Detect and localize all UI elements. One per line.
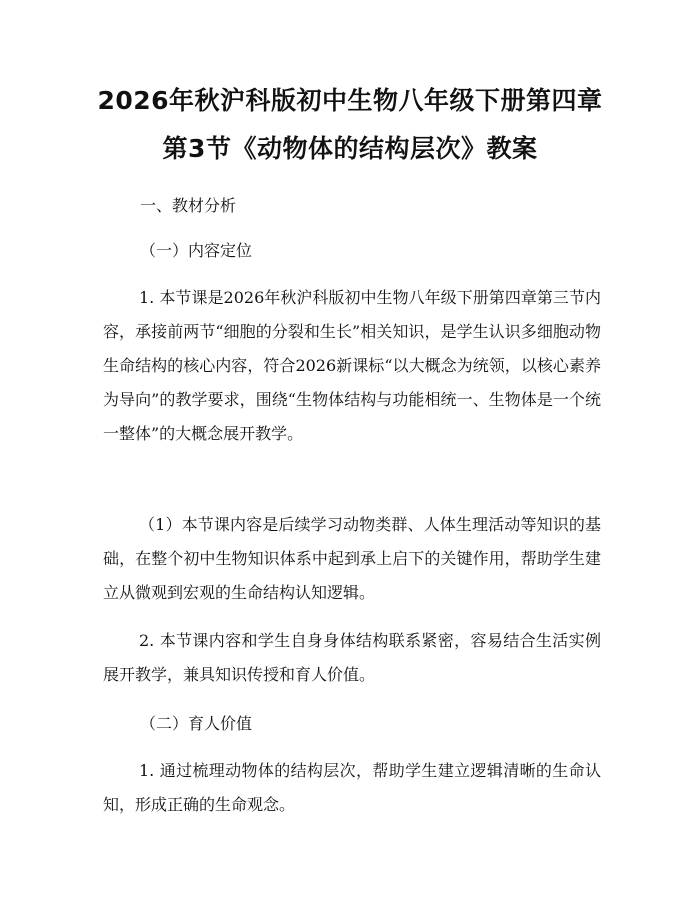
paragraph-3: 2. 本节课内容和学生自身身体结构联系紧密，容易结合生活实例展开教学，兼具知识传授和育人价值。 bbox=[103, 631, 601, 684]
paragraph-2: （1）本节课内容是后续学习动物类群、人体生理活动等知识的基础，在整个初中生物知识体系中起到承上启下的关键作用，帮助学生建立从微观到宏观的生命结构认知逻辑。 bbox=[103, 515, 601, 602]
paragraph-1: 1. 本节课是2026年秋沪科版初中生物八年级下册第四章第三节内容，承接前两节“细胞的分裂和生长”相关知识，是学生认识多细胞动物生命结构的核心内容，符合2026新课标“以大概念为统领，以核心素养为导向”的教学要求，围绕“生物体结构与功能相统一、生物体是一个统一整体”的大概念展开教学。 bbox=[103, 288, 601, 443]
subsection-heading-educational-value: （二）育人价值 bbox=[140, 714, 253, 733]
paragraph-4: 1. 通过梳理动物体的结构层次，帮助学生建立逻辑清晰的生命认知，形成正确的生命观念。 bbox=[103, 761, 601, 814]
document-title-line-1: 2026年秋沪科版初中生物八年级下册第四章 bbox=[97, 86, 603, 115]
document-title-line-2: 第3节《动物体的结构层次》教案 bbox=[162, 134, 538, 163]
subsection-heading-content-positioning: （一）内容定位 bbox=[140, 241, 253, 260]
section-heading-textbook-analysis: 一、教材分析 bbox=[140, 196, 237, 215]
